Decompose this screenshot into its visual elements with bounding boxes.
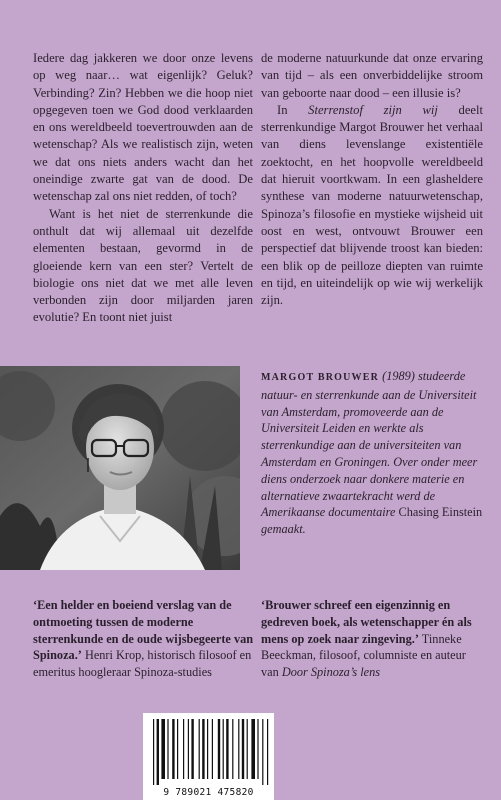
blurb-paragraph-3-text: deelt sterrenkundige Margot Brouwer het verhaal van diens levenslange existentiële zoektocht, en het hoopvolle wereldbeeld dat hieruit voortkwam. In een glasheldere synthese van moderne natuurwetenschap, Spinoza’s filosofie en mystieke wijsheid uit oost en west, ontvouwt Brouwer een perspectief dat blijvende troost kan bieden: een blik op de peilloze diepten van ruimte en tijd, en uiteindelijk op wie wij werkelijk zijn. (261, 102, 483, 308)
blurb-paragraph-continued: de moderne natuurkunde dat onze ervaring van tijd – als een onverbiddelijke stroom van geboorte naar dood – een illusie is? (261, 51, 483, 100)
author-bio-end: gemaakt. (261, 522, 306, 537)
book-title: Sterrenstof zijn wij (308, 102, 438, 117)
author-birth-year: (1989) (382, 369, 415, 383)
author-bio (261, 368, 486, 538)
review-quote-right (261, 597, 486, 681)
review-quote-text: ‘Brouwer schreef een eigenzinnig en gedreven boek, als wetenschapper én als mens op zoek naar zingeving.’ (261, 598, 472, 646)
review-quote-author: Tinneke Beeckman, filosoof, columniste en auteur van (261, 631, 466, 680)
documentary-title: Chasing Einstein (398, 505, 483, 520)
isbn-number: 9 789021 475820 (163, 787, 254, 798)
review-quote-book-title: Door Spinoza’s lens (281, 665, 381, 680)
blurb-intro-word: In (277, 102, 288, 117)
author-photo (0, 366, 240, 570)
blurb-paragraph-2: Want is het niet de sterrenkunde die onthult dat wij allemaal uit dezelfde elementen bestaan, gevormd in de gloeiende kern van een ster? Vertelt de biologie ons niet dat we met alle leven verbonden zijn door miljarden jaren evolutie? En toont niet juist (33, 206, 253, 325)
isbn-barcode (143, 713, 274, 800)
review-quote-left (33, 597, 257, 681)
blurb-paragraph-3 (261, 102, 483, 310)
review-quote-text: ‘Een helder en boeiend verslag van de ontmoeting tussen de moderne sterrenkunde en de oude wijsbegeerte van Spinoza.’ (33, 598, 254, 663)
barcode-bars (143, 713, 274, 787)
blurb-paragraph-1: Iedere dag jakkeren we door onze levens op weg naar… wat eigenlijk? Geluk? Verbinding? Zin? Hebben we die hoop niet opgegeven toen we God dood verklaarden en ons wereldbeeld toevertrouwden aan de wetenschap? Als we realistisch zijn, weten we dat ons niets anders wacht dan het oneindige zwarte gat van de dood. De wetenschap zal ons niet redden, of toch? (33, 51, 253, 204)
blurb-right-column (261, 50, 483, 309)
author-bio-text: studeerde natuur- en sterrenkunde aan de Universiteit van Amsterdam, promoveerde aan de Universiteit Leiden en werkte als sterrenkundige aan de universiteiten van Amsterdam en Groningen. Over onder meer diens onderzoek naar donkere materie en alternatieve zwaartekracht werd de Amerikaanse documentaire (261, 369, 478, 520)
review-quote-author: Henri Krop, historisch filosoof en emeritus hoogleraar Spinoza-studies (33, 648, 252, 680)
blurb-left-column (33, 50, 253, 327)
author-name: MARGOT BROUWER (261, 372, 380, 383)
